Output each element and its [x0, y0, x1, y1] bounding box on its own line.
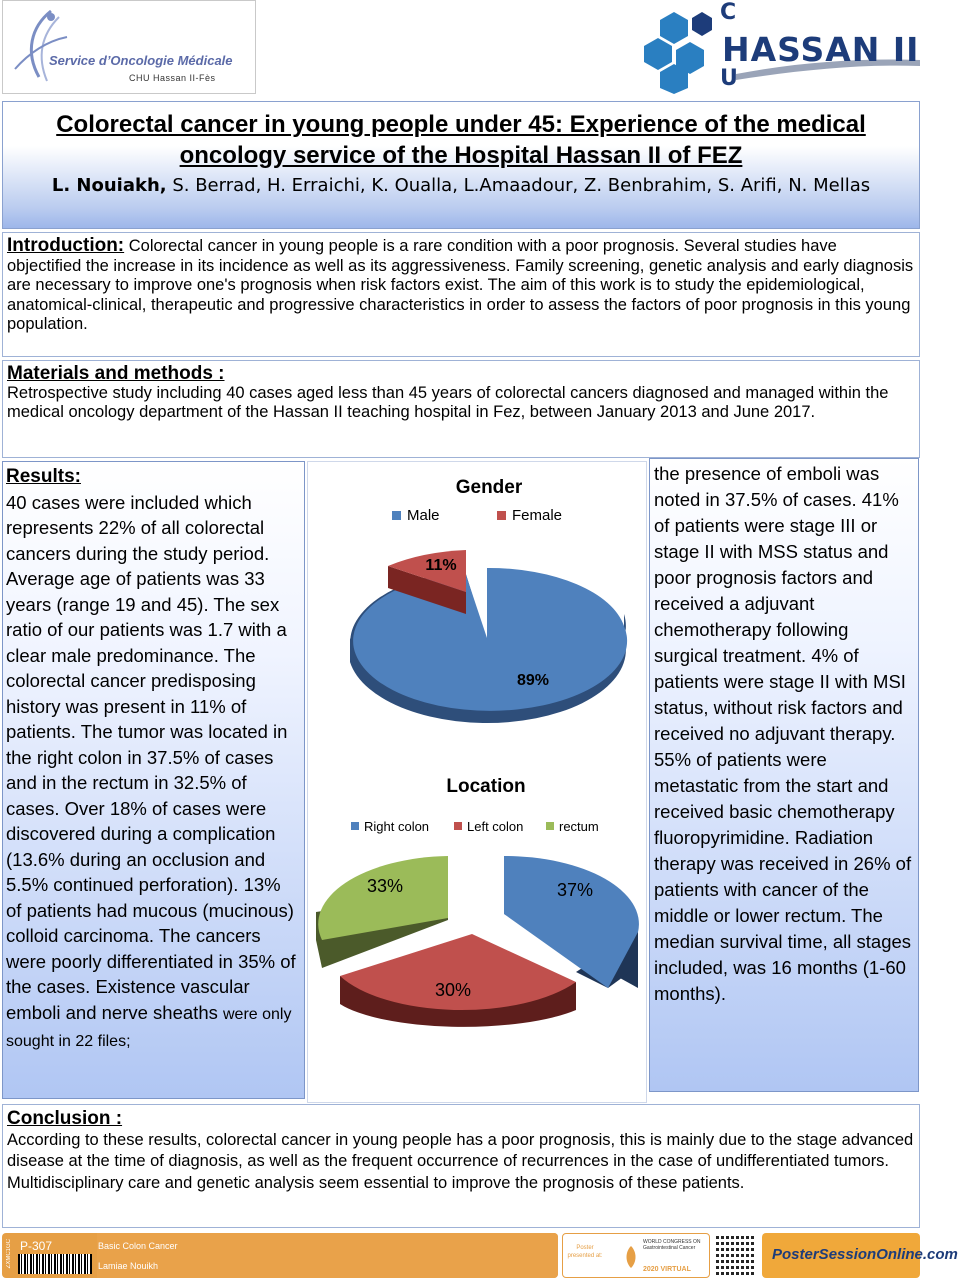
results-heading: Results: — [6, 466, 81, 487]
footer — [0, 1231, 958, 1280]
gender-legend-female: Female — [512, 507, 563, 524]
brand-text: PosterSessionOnline.com — [772, 1246, 958, 1263]
location-legend-right-colon: Right colon — [364, 819, 430, 834]
gender-label-female: 11% — [425, 557, 457, 574]
results-continued-text: the presence of emboli was noted in 37.5% of cases. 41% of patients were stage III or stage II with MSS status and poor prognosis factors and received a adjuvant chemotherapy following surgical treatment. 4% of patients were stage II with MSI status, without risk factors and received no adjuvant therapy. 55% of patients were metastatic from the start and received basic chemotherapy fluoropyrimidine. Radiation therapy was received in 26% of patients with cancer of the middle or lower rectum. The median survival time, all stages included, was 16 months (1-60 months). — [654, 463, 912, 1004]
footer-panel — [97, 1233, 558, 1278]
location-label-left-colon: 30% — [434, 980, 472, 1000]
introduction-text: Colorectal cancer in young people is a rare condition with a poor prognosis. Several studies have objectified the increase in its incidence as well as its aggressiveness. Family screening, genetic analysis and early diagnosis are necessary to improve one's prognosis when risk factors exist. The aim of this work is to study the epidemiological, anatomical-clinical, therapeutic and progressive characteristics in order to assess the factors of poor prognosis in this young population. — [7, 237, 914, 333]
title-box — [2, 101, 920, 229]
poster-title: Colorectal cancer in young people under 45: Experience of the medical oncology service of the Hospital Hassan II of FEZ — [56, 111, 866, 169]
introduction-section — [2, 232, 920, 357]
location-legend-swatch-right — [351, 822, 359, 830]
logo-letter-h: H — [722, 30, 751, 69]
gender-legend-swatch-male — [392, 511, 401, 520]
location-legend-swatch-left — [454, 822, 462, 830]
footer-info-bar — [2, 1233, 558, 1278]
co-authors: S. Berrad, H. Erraichi, K. Oualla, L.Amaadour, Z. Benbrahim, S. Arifi, N. Mellas — [172, 175, 871, 196]
footer-topic: Basic Colon Cancer — [98, 1241, 178, 1251]
authors-line — [3, 175, 919, 196]
results-continued-section — [649, 458, 919, 1092]
location-legend-rectum: rectum — [559, 819, 599, 834]
conclusion-heading: Conclusion : — [7, 1108, 123, 1129]
congress-emblem-icon — [623, 1244, 639, 1270]
congress-name: WORLD CONGRESS ON Gastrointestinal Cancer — [643, 1239, 701, 1251]
methods-text: Retrospective study including 40 cases aged less than 45 years of colorectal cancers diagnosed and managed within the medical oncology department of the Hassan II teaching hospital in Fez, between January 2013 and June 2017. — [7, 383, 889, 421]
results-section — [2, 461, 305, 1099]
logo-letter-u: U — [720, 66, 738, 91]
chart-area — [307, 461, 647, 1103]
congress-year: 2020 VIRTUAL — [643, 1266, 691, 1273]
methods-section — [2, 360, 920, 458]
location-legend-swatch-rectum — [546, 822, 554, 830]
footer-side-code: ZXMC1GC — [6, 1239, 12, 1269]
location-pie — [316, 854, 639, 1027]
conclusion-section — [2, 1104, 920, 1228]
results-text-small: were only sought in 22 files; — [6, 1005, 292, 1050]
conclusion-text: According to these results, colorectal cancer in young people has a poor prognosis, this is mainly due to the stage advanced disease at the time of diagnosis, as well as the frequent occurrence of recurrences in the case of undifferentiated tumors. Multidisciplinary care and genetic analysis seem essential to improve the prognosis of these patients. — [7, 1130, 914, 1192]
logo-wordmark — [722, 30, 919, 69]
gender-legend-male: Male — [407, 507, 440, 524]
gender-pie — [350, 550, 627, 723]
barcode-icon — [18, 1254, 92, 1274]
charts-svg — [308, 462, 648, 1104]
results-text: 40 cases were included which represents 22% of all colorectal cancers during the study period. Average age of patients was 33 years (range 19 and 45). The sex ratio of our patients was 1.7 with a clear male predominance. The colorectal cancer predisposing history was present in 11% of patients. The tumor was located in the right colon in 37.5% of cases and in the rectum in 32.5% of cases. Over 18% of cases were discovered during a complication (13.6% during an occlusion and 5.5% continued perforation). 13% of patients had mucous (mucinous) colloid carcinoma. The cancers were poorly differentiated in 35% of the cases. Existence vascular emboli and nerve sheaths — [6, 491, 296, 1023]
gender-legend-swatch-female — [497, 511, 506, 520]
presented-label: Poster presented at: — [567, 1245, 603, 1259]
oncology-service-logo — [2, 0, 256, 94]
introduction-heading: Introduction: — [7, 235, 125, 256]
gender-chart-title: Gender — [455, 477, 523, 498]
qr-code-overlay — [716, 1235, 756, 1275]
logo-hospital-name: CHU Hassan II-Fès — [129, 73, 216, 83]
lead-author: L. Nouiakh, — [51, 175, 167, 196]
gender-label-male: 89% — [516, 672, 550, 689]
location-legend-left-colon: Left colon — [467, 819, 524, 834]
logo-letter-c: C — [720, 0, 737, 25]
poster-id: P-307 — [20, 1239, 53, 1253]
location-label-rectum: 33% — [366, 876, 404, 896]
logo-service-name: Service d’Oncologie Médicale — [49, 53, 233, 68]
postersessiononline-logo[interactable] — [762, 1233, 958, 1278]
swoosh-logo-icon — [11, 7, 71, 87]
footer-author: Lamiae Nouikh — [98, 1261, 159, 1271]
location-label-right-colon: 37% — [556, 880, 594, 900]
chu-hassan-logo — [640, 0, 922, 94]
presented-at-badge — [562, 1233, 710, 1278]
location-chart-title: Location — [446, 776, 526, 797]
methods-heading: Materials and methods : — [7, 363, 225, 384]
logo-word-assan: ASSAN II — [750, 30, 920, 69]
